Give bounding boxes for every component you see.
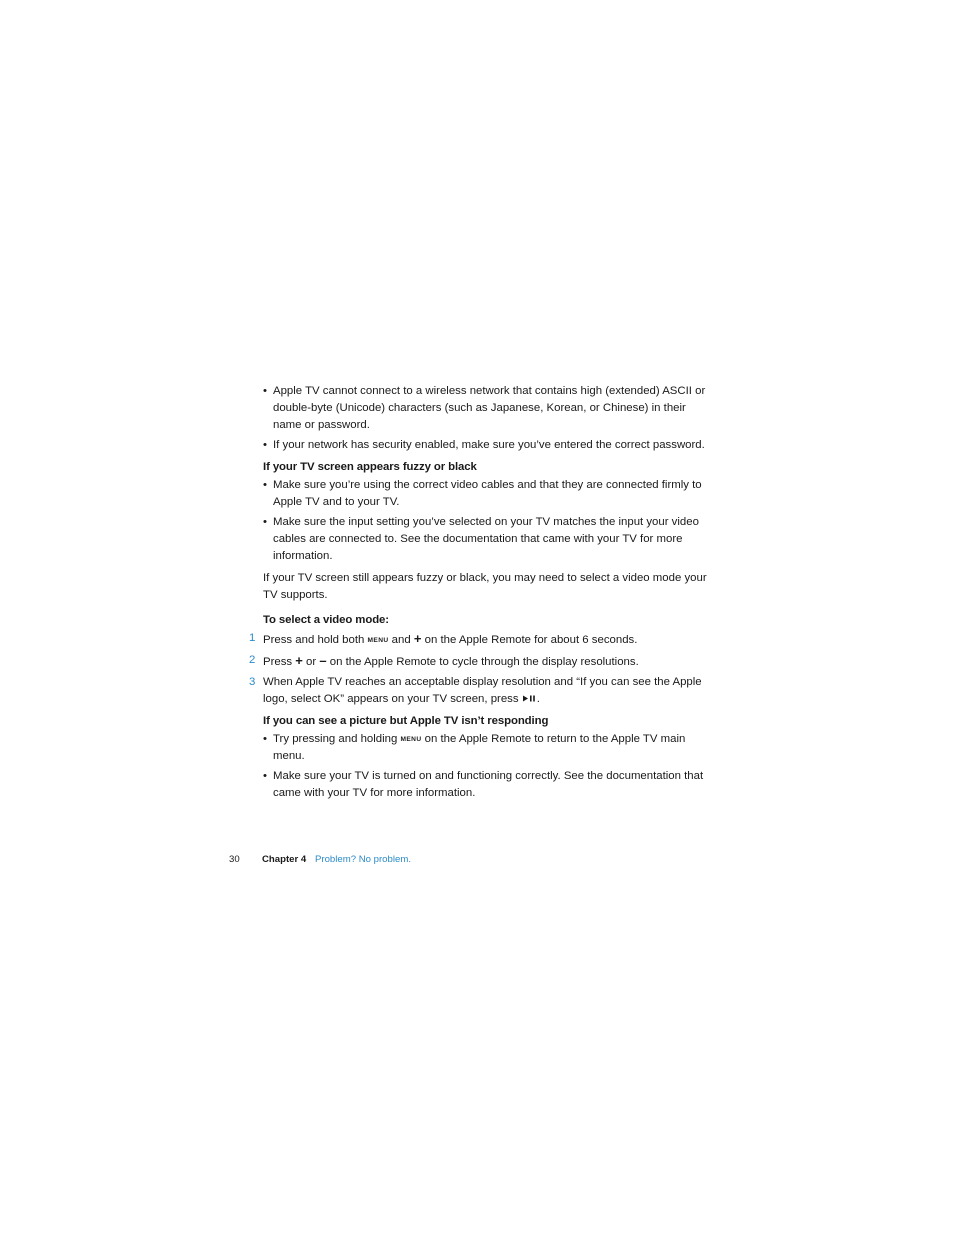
- list-item-text: on the Apple Remote to return to the Apple TV main menu.: [273, 733, 686, 762]
- list-item-text: If your network has security enabled, make sure you’ve entered the correct password.: [273, 439, 705, 451]
- step-text: Press: [263, 656, 296, 668]
- list-item-text: Make sure you’re using the correct video cables and that they are connected firmly to Apple TV and to your TV.: [273, 479, 702, 508]
- step-text: .: [536, 693, 540, 705]
- video-mode-paragraph: If your TV screen still appears fuzzy or black, you may need to select a video mode your TV supports.: [263, 572, 707, 601]
- step-number: 1: [249, 632, 256, 644]
- list-item: [263, 514, 709, 565]
- bullet-icon: •: [263, 516, 267, 528]
- bullet-icon: •: [263, 439, 267, 451]
- list-item: [263, 383, 709, 434]
- plus-icon: +: [413, 631, 422, 646]
- page-content: [249, 383, 709, 805]
- step-item: [249, 652, 709, 671]
- chapter-title-link[interactable]: Problem? No problem.: [315, 854, 411, 865]
- step-text: and: [388, 634, 414, 646]
- step-text: on the Apple Remote for about 6 seconds.: [421, 634, 638, 646]
- bullet-icon: •: [263, 385, 267, 397]
- network-issues-list: [263, 383, 709, 454]
- step-text: or: [302, 656, 320, 668]
- list-item: [263, 477, 709, 511]
- page-number: 30: [229, 854, 240, 865]
- fuzzy-screen-list: [263, 477, 709, 565]
- list-item-text: Apple TV cannot connect to a wireless network that contains high (extended) ASCII or double-byte (Unicode) characters (such as Japanese, Korean, or Chinese) in their name or password.: [273, 385, 706, 431]
- step-item: [249, 630, 709, 649]
- list-item: [263, 437, 709, 454]
- bullet-icon: •: [263, 479, 267, 491]
- step-text: Press and hold both: [263, 634, 368, 646]
- bullet-icon: •: [263, 733, 267, 745]
- select-video-mode-heading: To select a video mode:: [263, 614, 389, 626]
- list-item-text: Try pressing and holding: [273, 733, 401, 745]
- step-text: on the Apple Remote to cycle through the display resolutions.: [326, 656, 639, 668]
- plus-icon: +: [295, 653, 303, 668]
- step-number: 2: [249, 654, 256, 666]
- list-item: [263, 731, 709, 765]
- video-mode-steps: [249, 630, 709, 708]
- bullet-icon: •: [263, 770, 267, 782]
- fuzzy-screen-heading: If your TV screen appears fuzzy or black: [263, 461, 477, 473]
- play-pause-icon: [523, 695, 536, 702]
- list-item-text: Make sure the input setting you’ve selected on your TV matches the input your video cables are connected to. See the documentation that came with your TV for more information.: [273, 516, 699, 562]
- step-number: 3: [249, 676, 256, 688]
- step-text: When Apple TV reaches an acceptable display resolution and “If you can see the Apple logo, select OK” appears on your TV screen, press: [263, 676, 702, 705]
- step-item: [249, 674, 709, 708]
- minus-icon: –: [319, 653, 327, 668]
- menu-key-icon: MENU: [400, 736, 422, 743]
- not-responding-list: [263, 731, 709, 802]
- menu-key-icon: MENU: [367, 637, 389, 644]
- chapter-label: Chapter 4: [262, 854, 307, 865]
- not-responding-heading: If you can see a picture but Apple TV isn’t responding: [263, 715, 549, 727]
- list-item-text: Make sure your TV is turned on and functioning correctly. See the documentation that came with your TV for more information.: [273, 770, 704, 799]
- list-item: [263, 768, 709, 802]
